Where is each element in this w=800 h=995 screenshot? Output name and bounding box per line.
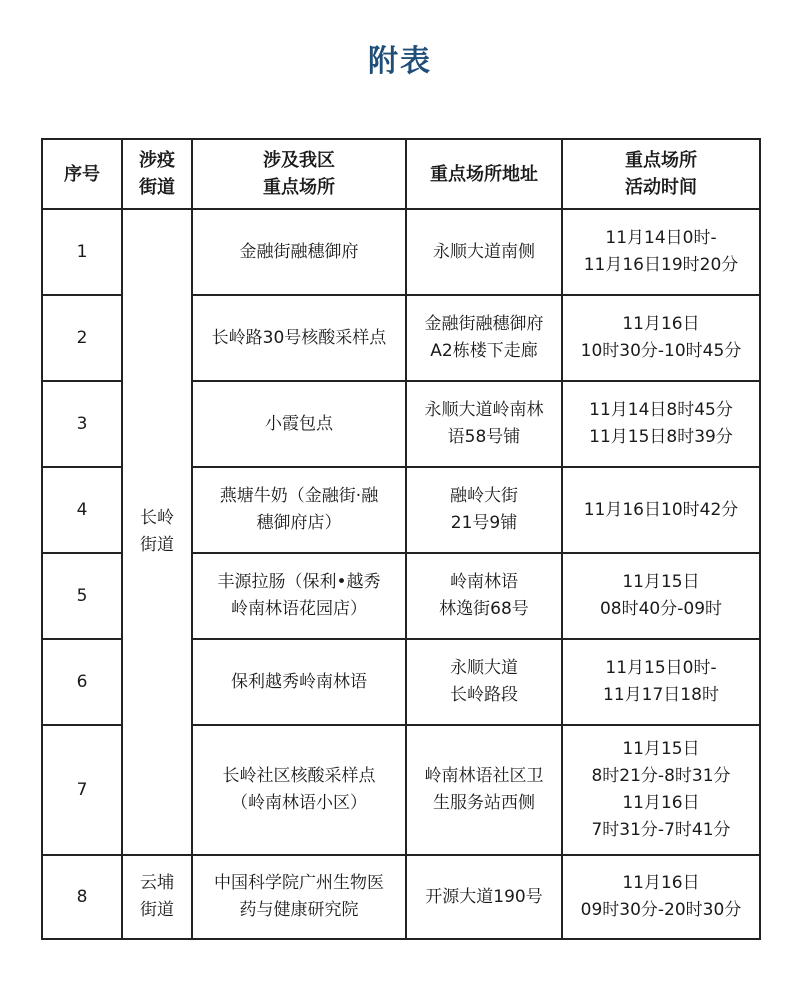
key-places-table [41, 138, 761, 940]
row-serial-number: 8 [42, 855, 122, 939]
row-time: 11月16日 09时30分-20时30分 [562, 855, 760, 939]
row-place: 长岭路30号核酸采样点 [192, 295, 406, 381]
header-affected-street: 涉疫 街道 [122, 139, 192, 209]
row-address: 岭南林语 林逸街68号 [406, 553, 562, 639]
row-time: 11月15日 8时21分-8时31分 11月16日 7时31分-7时41分 [562, 725, 760, 855]
table-row [42, 855, 760, 939]
row-time: 11月16日 10时30分-10时45分 [562, 295, 760, 381]
row-place: 保利越秀岭南林语 [192, 639, 406, 725]
row-address: 永顺大道 长岭路段 [406, 639, 562, 725]
row-address: 开源大道190号 [406, 855, 562, 939]
header-serial-number: 序号 [42, 139, 122, 209]
row-serial-number: 2 [42, 295, 122, 381]
row-serial-number: 1 [42, 209, 122, 295]
row-time: 11月14日0时- 11月16日19时20分 [562, 209, 760, 295]
row-serial-number: 4 [42, 467, 122, 553]
row-serial-number: 6 [42, 639, 122, 725]
row-place: 丰源拉肠（保利•越秀 岭南林语花园店） [192, 553, 406, 639]
table-row [42, 209, 760, 295]
header-place-address: 重点场所地址 [406, 139, 562, 209]
table-header-row [42, 139, 760, 209]
row-time: 11月15日 08时40分-09时 [562, 553, 760, 639]
row-place: 中国科学院广州生物医 药与健康研究院 [192, 855, 406, 939]
row-address: 永顺大道岭南林 语58号铺 [406, 381, 562, 467]
row-time: 11月16日10时42分 [562, 467, 760, 553]
row-address: 岭南林语社区卫 生服务站西侧 [406, 725, 562, 855]
row-place: 金融街融穗御府 [192, 209, 406, 295]
row-place: 小霞包点 [192, 381, 406, 467]
header-activity-time: 重点场所 活动时间 [562, 139, 760, 209]
row-place: 燕塘牛奶（金融街·融 穗御府店） [192, 467, 406, 553]
row-time: 11月14日8时45分 11月15日8时39分 [562, 381, 760, 467]
row-time: 11月15日0时- 11月17日18时 [562, 639, 760, 725]
street-cell-changling: 长岭 街道 [122, 209, 192, 855]
row-address: 永顺大道南侧 [406, 209, 562, 295]
row-serial-number: 3 [42, 381, 122, 467]
row-address: 金融街融穗御府 A2栋楼下走廊 [406, 295, 562, 381]
page-title: 附表 [368, 44, 432, 79]
row-serial-number: 5 [42, 553, 122, 639]
street-cell-yunpu: 云埔 街道 [122, 855, 192, 939]
row-place: 长岭社区核酸采样点 （岭南林语小区） [192, 725, 406, 855]
row-serial-number: 7 [42, 725, 122, 855]
header-key-place: 涉及我区 重点场所 [192, 139, 406, 209]
row-address: 融岭大街 21号9铺 [406, 467, 562, 553]
